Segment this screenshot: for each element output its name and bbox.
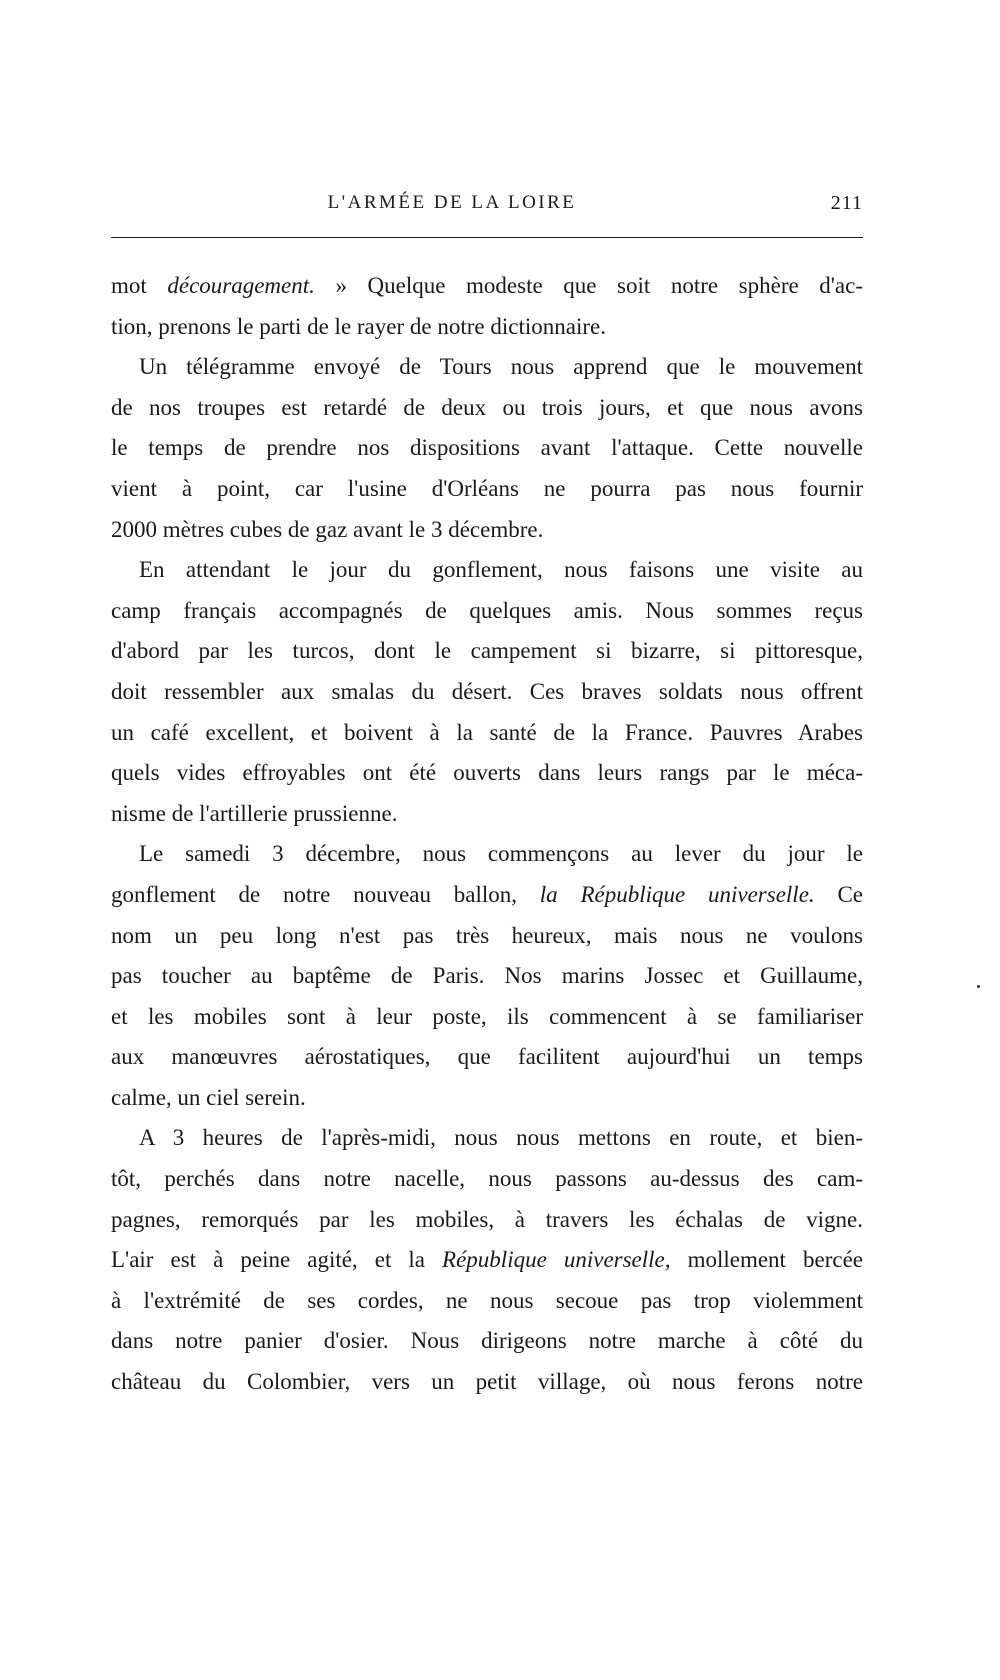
body-text [111, 266, 863, 1403]
text-run: Un télégramme envoyé de Tours nous apprend que le mouvement [139, 354, 863, 380]
text-run: pas toucher au baptême de Paris. Nos marins Jossec et Guillaume, [111, 963, 863, 989]
text-run: un café excellent, et boivent à la santé de la France. Pauvres Arabes [111, 719, 863, 745]
italic-text: découragement. [167, 273, 315, 298]
text-line [111, 631, 863, 672]
text-run: L'air est à peine agité, et la [111, 1247, 443, 1273]
text-line [111, 266, 863, 307]
text-line [111, 956, 863, 997]
text-run: à l'extrémité de ses cordes, ne nous secoue pas trop violemment [111, 1287, 863, 1313]
text-line [111, 794, 863, 835]
text-run: aux manœuvres aérostatiques, que facilitent aujourd'hui un temps [111, 1044, 863, 1070]
text-run: le temps de prendre nos dispositions avant l'attaque. Cette nouvelle [111, 435, 863, 461]
text-line [111, 307, 863, 348]
italic-text: la République universelle. [539, 881, 815, 907]
text-line [111, 510, 863, 551]
text-line [111, 916, 863, 957]
text-run: tôt, perchés dans notre nacelle, nous passons au-dessus des cam- [111, 1166, 863, 1192]
text-line [111, 469, 863, 510]
text-line [111, 550, 863, 591]
text-line [111, 875, 863, 916]
text-line [111, 1037, 863, 1078]
text-line [111, 1362, 863, 1403]
text-line [111, 1078, 863, 1119]
text-line [111, 388, 863, 429]
text-line [111, 834, 863, 875]
text-line [111, 997, 863, 1038]
text-run: Le samedi 3 décembre, nous commençons au lever du jour le [139, 841, 863, 867]
text-run: et les mobiles sont à leur poste, ils commencent à se familiariser [111, 1003, 863, 1029]
text-run: nisme de l'artillerie prussienne. [111, 800, 398, 826]
text-run: camp français accompagnés de quelques amis. Nous sommes reçus [111, 597, 863, 623]
text-run: d'abord par les turcos, dont le campement si bizarre, si pittoresque, [111, 638, 863, 664]
text-line [111, 672, 863, 713]
text-run: vient à point, car l'usine d'Orléans ne pourra pas nous fournir [111, 475, 863, 501]
text-run: gonflement de notre nouveau ballon, [111, 881, 540, 907]
header-rule [111, 237, 863, 238]
running-title: L'ARMÉE DE LA LOIRE [327, 192, 577, 213]
text-run: doit ressembler aux smalas du désert. Ces braves soldats nous offrent [111, 678, 863, 704]
italic-text: République universelle, [442, 1247, 671, 1273]
text-line [111, 1281, 863, 1322]
text-run: mollement bercée [670, 1247, 863, 1273]
text-line [111, 753, 863, 794]
text-line [111, 428, 863, 469]
text-run: calme, un ciel serein. [111, 1084, 306, 1110]
text-line [111, 1240, 863, 1281]
text-run: nom un peu long n'est pas très heureux, mais nous ne voulons [111, 922, 863, 948]
text-line [111, 1159, 863, 1200]
text-run: château du Colombier, vers un petit village, où nous ferons notre [111, 1369, 863, 1395]
text-line [111, 1321, 863, 1362]
running-head [111, 188, 863, 218]
text-run: A 3 heures de l'après-midi, nous nous mettons en route, et bien- [139, 1125, 863, 1151]
text-run: quels vides effroyables ont été ouverts dans leurs rangs par le méca- [111, 760, 863, 786]
text-line [111, 1118, 863, 1159]
ink-speck [977, 985, 980, 988]
text-line [111, 347, 863, 388]
text-run: dans notre panier d'osier. Nous dirigeons notre marche à côté du [111, 1328, 863, 1354]
text-run: tion, prenons le parti de le rayer de notre dictionnaire. [111, 313, 606, 339]
page-number: 211 [830, 192, 863, 214]
text-line [111, 1200, 863, 1241]
text-run: Ce [814, 881, 863, 907]
text-run: » Quelque modeste que soit notre sphère d'ac- [314, 273, 863, 298]
text-run: pagnes, remorqués par les mobiles, à travers les échalas de vigne. [111, 1206, 863, 1232]
text-line [111, 591, 863, 632]
text-run: mot [111, 273, 168, 298]
text-run: de nos troupes est retardé de deux ou trois jours, et que nous avons [111, 394, 863, 420]
text-run: En attendant le jour du gonflement, nous faisons une visite au [139, 557, 863, 583]
text-run: 2000 mètres cubes de gaz avant le 3 décembre. [111, 516, 544, 542]
text-line [111, 713, 863, 754]
